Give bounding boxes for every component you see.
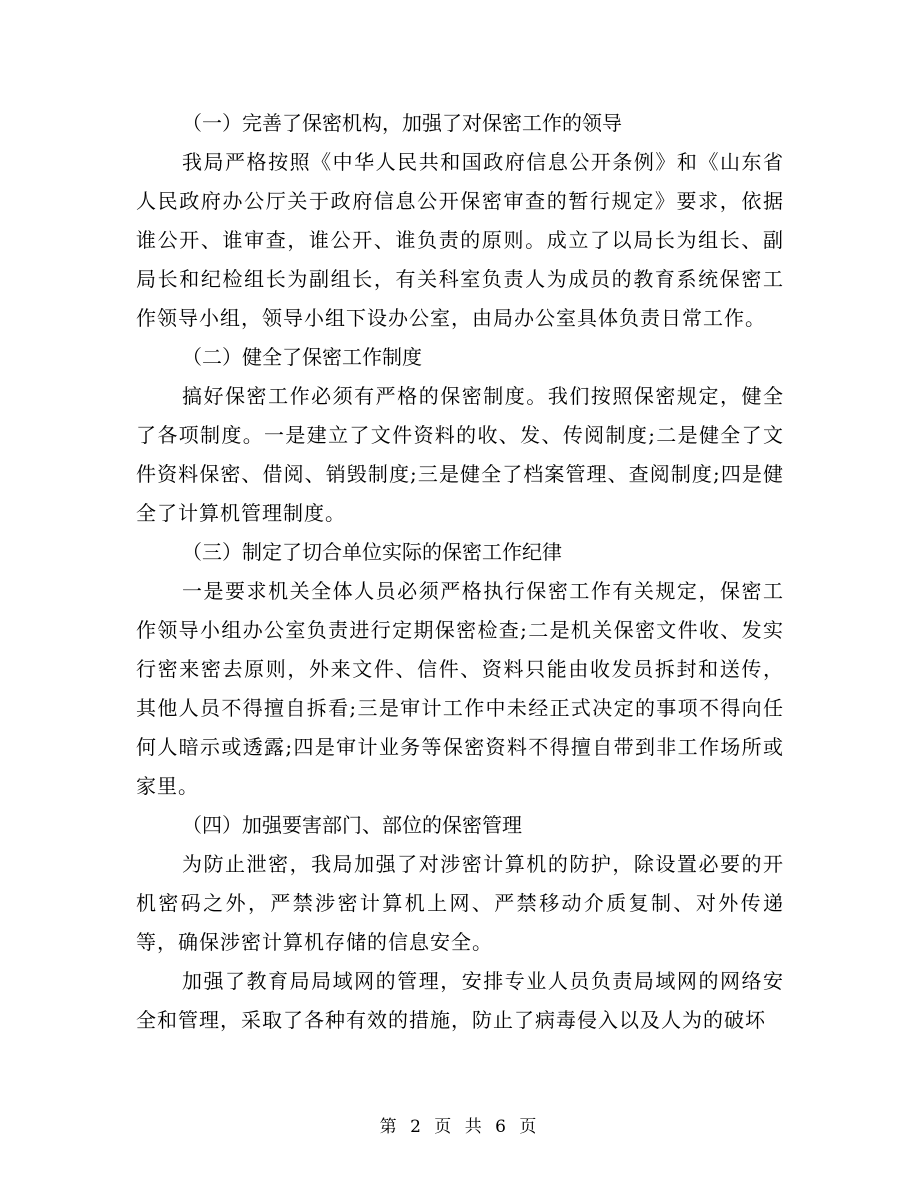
section-heading-2: （二）健全了保密工作制度 bbox=[182, 345, 422, 369]
section-3-paragraph: 一是要求机关全体人员必须严格执行保密工作有关规定，保密工作领导小组办公室负责进行定期保密检查;二是机关保密文件收、发实行密来密去原则，外来文件、信件、资料只能由收发员拆封和送传，其他人员不得擅自拆看;三是审计工作中未经正式决定的事项不得向任何人暗示或透露;四是审计业务等保密资料不得擅自带到非工作场所或家里。 bbox=[136, 579, 784, 798]
page-number-footer: 第 2 页 共 6 页 bbox=[379, 1117, 541, 1137]
section-heading-3: （三）制定了切合单位实际的保密工作纪律 bbox=[182, 540, 562, 564]
section-4-paragraph-2: 加强了教育局局域网的管理，安排专业人员负责局域网的网络安全和管理，采取了各种有效的措施，防止了病毒侵入以及人为的破坏 bbox=[136, 969, 784, 1032]
section-2-paragraph: 搞好保密工作必须有严格的保密制度。我们按照保密规定，健全了各项制度。一是建立了文件资料的收、发、传阅制度;二是健全了文件资料保密、借阅、销毁制度;三是健全了档案管理、查阅制度;四是健全了计算机管理制度。 bbox=[136, 384, 784, 525]
section-heading-4: （四）加强要害部门、部位的保密管理 bbox=[182, 813, 522, 837]
section-heading-1: （一）完善了保密机构，加强了对保密工作的领导 bbox=[182, 111, 622, 135]
document-body bbox=[136, 104, 784, 1040]
section-4-paragraph-1: 为防止泄密，我局加强了对涉密计算机的防护，除设置必要的开机密码之外，严禁涉密计算机上网、严禁移动介质复制、对外传递等，确保涉密计算机存储的信息安全。 bbox=[136, 852, 784, 954]
section-1-paragraph: 我局严格按照《中华人民共和国政府信息公开条例》和《山东省人民政府办公厅关于政府信息公开保密审查的暂行规定》要求，依据谁公开、谁审查，谁公开、谁负责的原则。成立了以局长为组长、副局长和纪检组长为副组长，有关科室负责人为成员的教育系统保密工作领导小组，领导小组下设办公室，由局办公室具体负责日常工作。 bbox=[136, 150, 784, 330]
